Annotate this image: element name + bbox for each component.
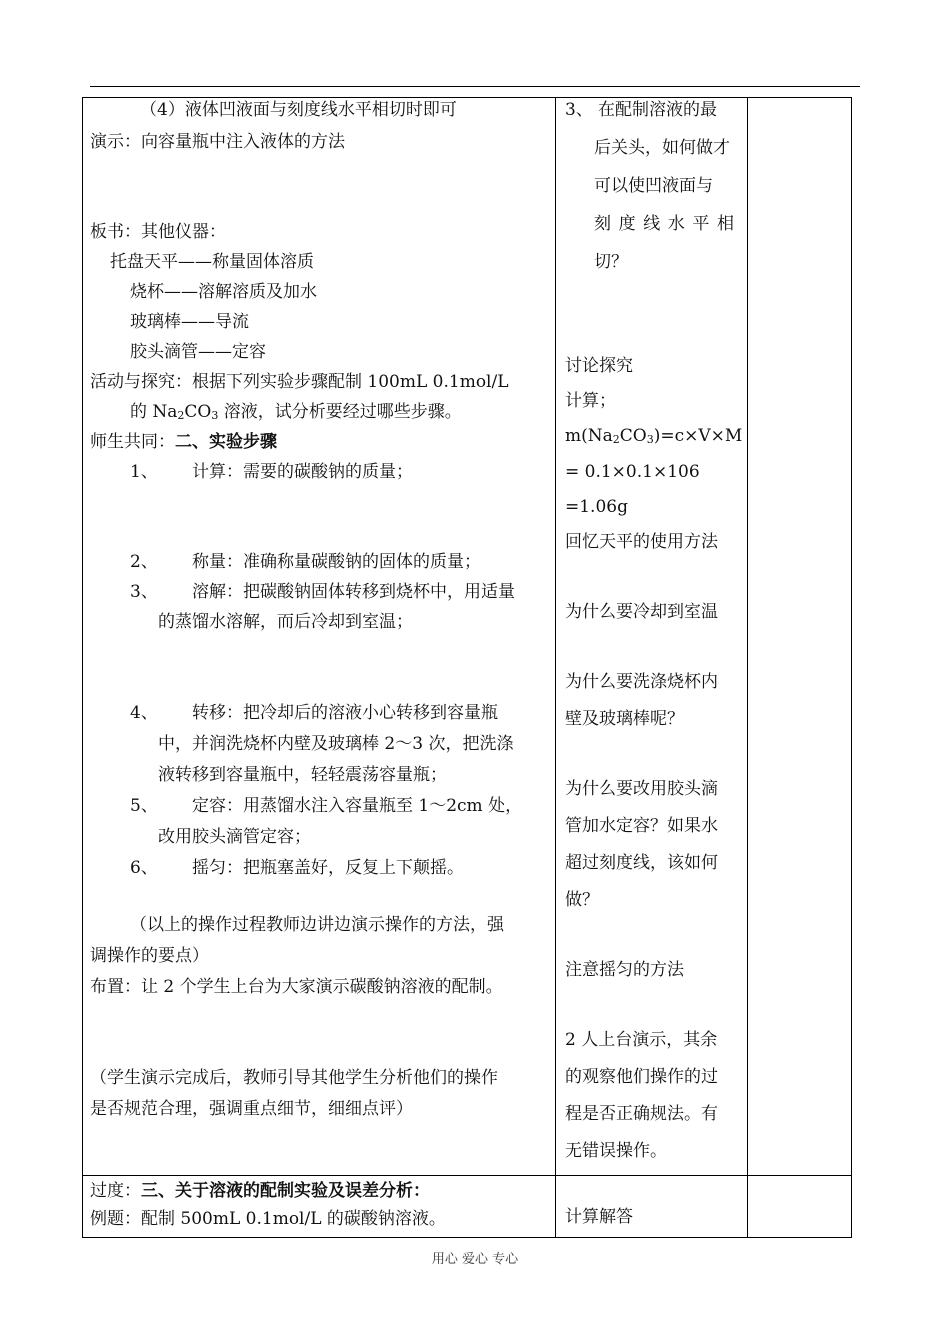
demo-two-line-3: 程是否正确规法。有 (565, 1104, 718, 1124)
header-rule (90, 86, 860, 87)
discuss-label: 讨论探究 (565, 356, 633, 376)
instrument-glass-rod: 玻璃棒——导流 (130, 312, 249, 332)
row-divider (83, 1175, 851, 1176)
question-3-line-5: 切？ (594, 252, 628, 272)
note-2-line-1: （学生演示完成后，教师引导其他学生分析他们的操作 (90, 1068, 498, 1088)
example-line: 例题：配制 500mL 0.1mol/L 的碳酸钠溶液。 (90, 1209, 446, 1229)
why-dropper-line-1: 为什么要改用胶头滴 (565, 779, 718, 799)
step-4-cont-1: 中，并润洗烧杯内壁及玻璃棒 2～3 次，把洗涤 (158, 734, 514, 754)
why-dropper-line-3: 超过刻度线，该如何 (565, 853, 718, 873)
transition-heading: 三、关于溶液的配制实验及误差分析： (141, 1181, 430, 1201)
step-3-num: 3、 (130, 582, 158, 602)
step-4-cont-2: 液转移到容量瓶中，轻轻震荡容量瓶； (158, 765, 447, 785)
question-3-num: 3、 (565, 100, 593, 120)
why-wash-line-2: 壁及玻璃棒呢？ (565, 709, 684, 729)
column-divider-2 (747, 98, 748, 1237)
why-cool: 为什么要冷却到室温 (565, 602, 718, 622)
formula-line: $m(Na_2CO_3)=c\times V\times M$ (565, 426, 743, 446)
instrument-dropper: 胶头滴管——定容 (130, 342, 266, 362)
step-6-text: 摇匀：把瓶塞盖好，反复上下颠摇。 (192, 858, 464, 878)
activity-line-1: 活动与探究：根据下列实验步骤配制 100mL 0.1mol/L (90, 372, 509, 392)
step-2-num: 2、 (130, 552, 158, 572)
arrange-line: 布置：让 2 个学生上台为大家演示碳酸钠溶液的配制。 (90, 977, 503, 997)
why-wash-line-1: 为什么要洗涤烧杯内 (565, 672, 718, 692)
column-divider-1 (555, 98, 556, 1237)
step-3-cont: 的蒸馏水溶解，而后冷却到室温； (158, 612, 413, 632)
step-3-text: 溶解：把碳酸钠固体转移到烧杯中，用适量 (192, 582, 515, 602)
calc-line-3: =1.06g (565, 497, 628, 517)
calc-label: 计算； (565, 391, 616, 411)
step-5-cont: 改用胶头滴管定容； (158, 827, 311, 847)
calc-answer: 计算解答 (565, 1207, 633, 1227)
step-5-text: 定容：用蒸馏水注入容量瓶至 1～2cm 处， (192, 796, 523, 816)
transition-line: 过度：三、关于溶液的配制实验及误差分析： (90, 1181, 430, 1201)
steps-heading: 二、实验步骤 (175, 432, 277, 452)
note-2-line-2: 是否规范合理，强调重点细节，细细点评） (90, 1099, 413, 1119)
question-3-line-1: 在配制溶液的最 (598, 100, 717, 120)
note-1-line-2: 调操作的要点） (90, 946, 209, 966)
step-6-num: 6、 (130, 858, 158, 878)
step-1-text: 计算：需要的碳酸钠的质量； (192, 462, 413, 482)
instrument-beaker: 烧杯——溶解溶质及加水 (130, 282, 317, 302)
demo-line: 演示：向容量瓶中注入液体的方法 (90, 132, 345, 152)
instrument-balance: 托盘天平——称量固体溶质 (110, 252, 314, 272)
demo-two-line-4: 无错误操作。 (565, 1141, 667, 1161)
why-dropper-line-2: 管加水定容？如果水 (565, 816, 718, 836)
page-footer: 用心 爱心 专心 (431, 1252, 519, 1267)
board-title: 板书：其他仪器： (90, 222, 226, 242)
question-3-line-2: 后关头，如何做才 (594, 138, 730, 158)
note-1-line-1: （以上的操作过程教师边讲边演示操作的方法，强 (130, 915, 504, 935)
question-3-line-3: 可以使凹液面与 (594, 176, 713, 196)
question-3-line-4: 刻 度 线 水 平 相 (594, 214, 734, 234)
calc-line-2: = 0.1×0.1×106 (565, 462, 700, 482)
demo-two-line-1: 2 人上台演示，其余 (565, 1030, 718, 1050)
item-4: （4）液体凹液面与刻度线水平相切时即可 (140, 100, 457, 120)
shake-note: 注意摇匀的方法 (565, 960, 684, 980)
demo-two-line-2: 的观察他们操作的过 (565, 1067, 718, 1087)
step-1-num: 1、 (130, 462, 158, 482)
together-line: 师生共同：二、实验步骤 (90, 432, 277, 452)
recall-balance: 回忆天平的使用方法 (565, 532, 718, 552)
step-4-text: 转移：把冷却后的溶液小心转移到容量瓶 (192, 703, 498, 723)
step-2-text: 称量：准确称量碳酸钠的固体的质量； (192, 552, 481, 572)
step-5-num: 5、 (130, 796, 158, 816)
why-dropper-line-4: 做？ (565, 890, 599, 910)
step-4-num: 4、 (130, 703, 158, 723)
activity-line-2: 的 $Na_2CO_3$ 溶液，试分析要经过哪些步骤。 (130, 402, 462, 422)
